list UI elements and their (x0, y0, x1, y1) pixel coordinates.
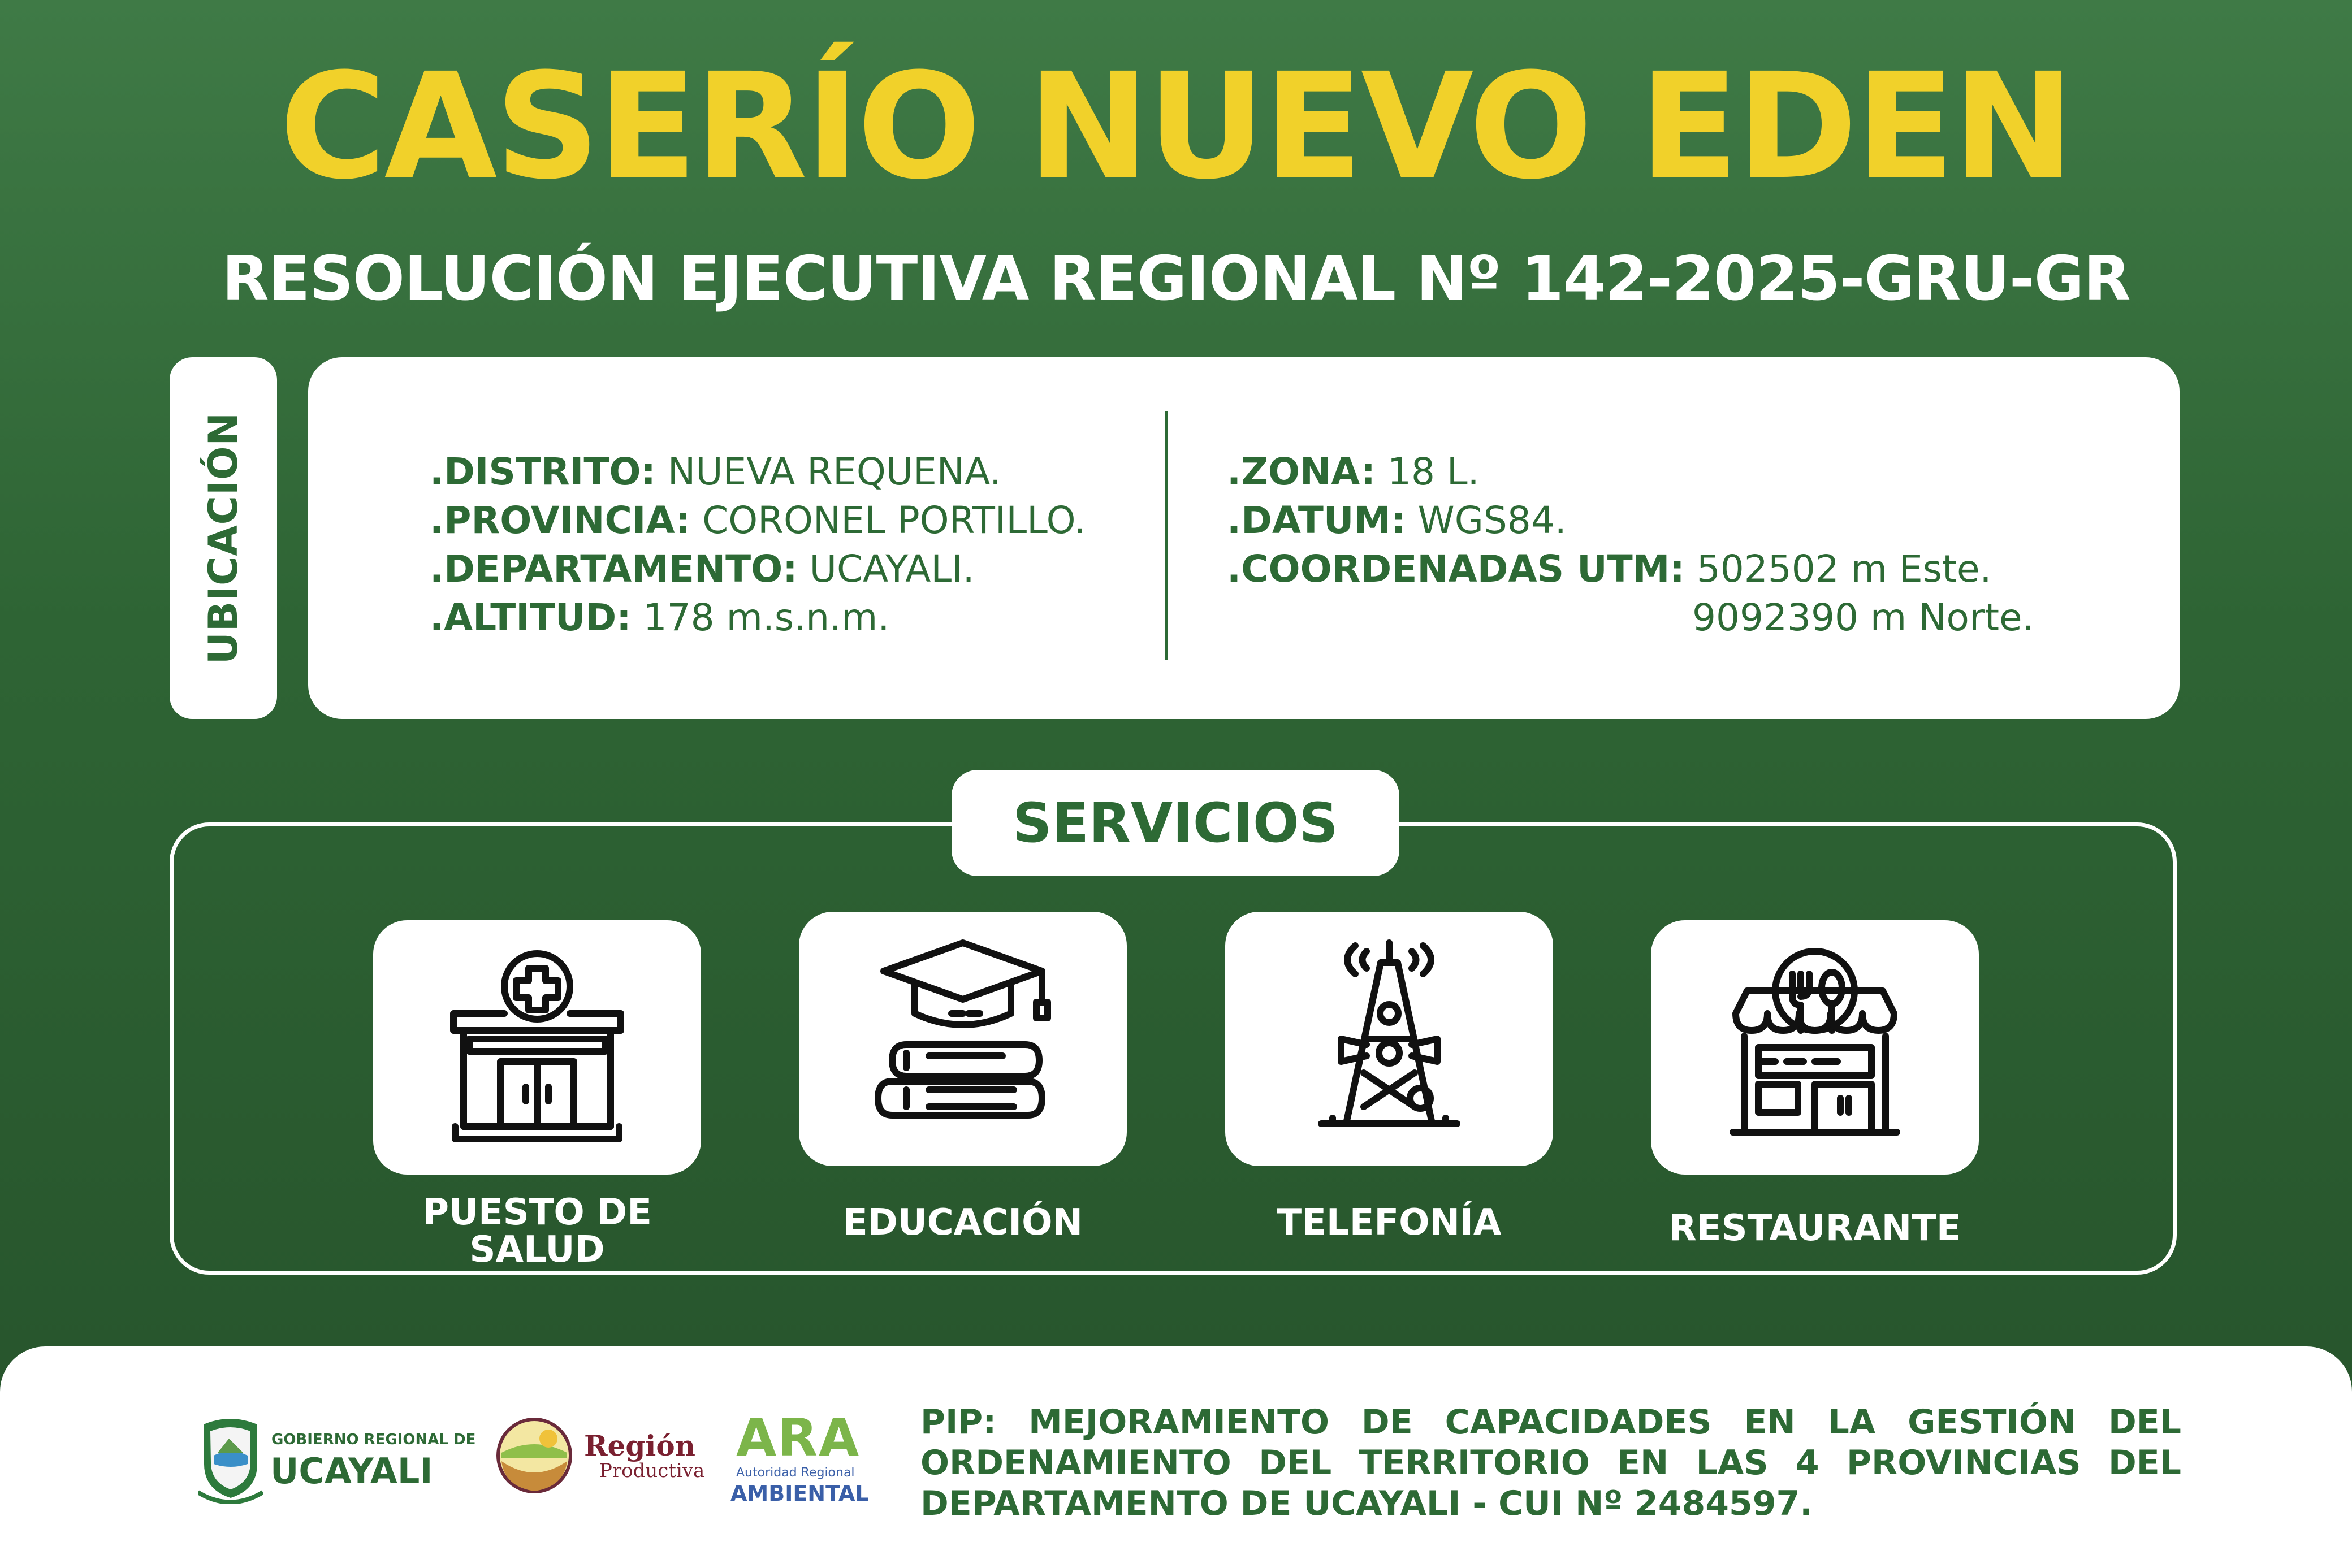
service-label-education (799, 1202, 1127, 1244)
departamento-value: UCAYALI. (797, 547, 975, 591)
altitud-row (430, 594, 1086, 642)
telephony-tower-icon (1299, 937, 1480, 1141)
ubicacion-tab-label: UBICACIÓN (200, 412, 247, 665)
coordenadas-north-value: 9092390 m Norte. (1692, 596, 2034, 639)
ucayali-shield-icon (198, 1413, 263, 1504)
logo2-line2: Productiva (599, 1459, 705, 1482)
logo-region-productiva (495, 1413, 705, 1504)
logo-ara (729, 1407, 871, 1509)
logo2-line1: Región (584, 1429, 696, 1462)
service-card-restaurant (1651, 920, 1979, 1175)
datum-value: WGS84. (1406, 499, 1567, 542)
service-label-restaurant-line1: RESTAURANTE (1668, 1207, 1961, 1249)
region-productiva-emblem-icon (495, 1413, 574, 1498)
logo1-big-text: UCAYALI (270, 1450, 433, 1492)
pip-line-3: DEPARTAMENTO DE UCAYALI - CUI Nº 2484597. (920, 1484, 1813, 1523)
zona-row (1227, 448, 2034, 496)
service-label-telephony-line1: TELEFONÍA (1277, 1202, 1502, 1244)
coordenadas-row (1227, 545, 2034, 594)
logo3-small-text: Autoridad Regional (736, 1466, 855, 1480)
provincia-value: CORONEL PORTILLO. (690, 499, 1086, 542)
departamento-row (430, 545, 1086, 594)
ubicacion-tab (170, 357, 277, 719)
ubicacion-card (308, 357, 2180, 719)
location-details-right (1227, 448, 2034, 642)
departamento-label: .DEPARTAMENTO: (430, 547, 798, 591)
logo3-bottom-text: AMBIENTAL (730, 1481, 869, 1506)
altitud-label: .ALTITUD: (430, 596, 632, 639)
logo3-big-text: ARA (736, 1407, 861, 1468)
service-label-education-line1: EDUCACIÓN (842, 1202, 1083, 1244)
coordenadas-label: .COORDENADAS UTM: (1227, 547, 1685, 591)
distrito-value: NUEVA REQUENA. (655, 450, 1002, 493)
provincia-row (430, 496, 1086, 545)
pip-description (920, 1402, 2181, 1524)
service-card-health (373, 920, 701, 1175)
zona-label: .ZONA: (1227, 450, 1376, 493)
service-card-telephony (1225, 912, 1553, 1166)
service-card-education (799, 912, 1127, 1166)
education-icon (872, 937, 1053, 1141)
service-label-health (373, 1192, 701, 1271)
logo1-small-text: GOBIERNO REGIONAL DE (271, 1431, 476, 1448)
service-label-telephony (1225, 1202, 1553, 1244)
datum-label: .DATUM: (1227, 499, 1406, 542)
service-label-restaurant (1651, 1207, 1979, 1249)
coordenadas-east-value: 502502 m Este. (1684, 547, 1992, 591)
resolution-subtitle: RESOLUCIÓN EJECUTIVA REGIONAL Nº 142-2025-GRU-GR (222, 244, 2130, 314)
distrito-label: .DISTRITO: (430, 450, 656, 493)
service-label-health-line1: PUESTO DE (422, 1192, 652, 1233)
pip-line-2: ORDENAMIENTO DEL TERRITORIO EN LAS 4 PROVINCIAS DEL (920, 1443, 2181, 1483)
pip-line-1: PIP: MEJORAMIENTO DE CAPACIDADES EN LA GESTIÓN DEL (920, 1402, 2181, 1442)
datum-row (1227, 496, 2034, 545)
page-title: CASERÍO NUEVO EDEN (279, 42, 2073, 211)
column-divider (1165, 411, 1168, 660)
location-details-left (430, 448, 1086, 642)
provincia-label: .PROVINCIA: (430, 499, 691, 542)
restaurant-icon (1724, 946, 1905, 1149)
distrito-row (430, 448, 1086, 496)
altitud-value: 178 m.s.n.m. (631, 596, 890, 639)
zona-value: 18 L. (1375, 450, 1480, 493)
health-post-icon (447, 946, 628, 1149)
service-label-health-line2: SALUD (469, 1229, 605, 1271)
logo-gobierno-ucayali (198, 1407, 476, 1509)
coordenadas-north-row (1227, 594, 2034, 642)
servicios-label: SERVICIOS (952, 770, 1399, 876)
